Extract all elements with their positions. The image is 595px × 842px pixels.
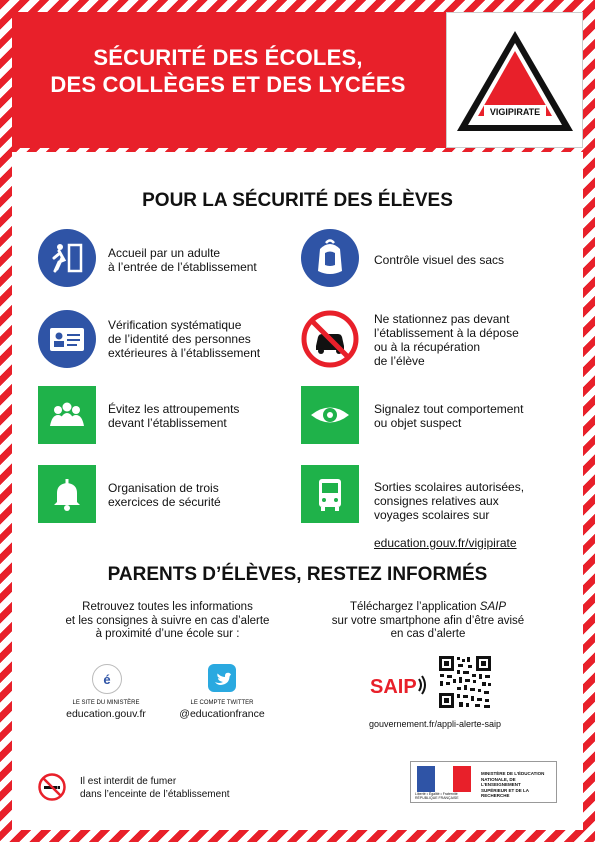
item-text-school-trips: Sorties scolaires autorisées, consignes relatives aux voyages scolaires sur education.gouv.fr/vigipirate: [374, 480, 525, 550]
bus-icon: [301, 465, 359, 523]
ministry-caption: LE SITE DU MINISTÈRE: [72, 700, 140, 706]
ministry-logo-block: [410, 761, 557, 803]
vigipirate-link[interactable]: education.gouv.fr/vigipirate: [374, 536, 517, 550]
saip-url[interactable]: gouvernement.fr/appli-alerte-saip: [368, 719, 502, 729]
twitter-caption: LE COMPTE TWITTER: [190, 700, 254, 706]
item-text-report-suspicious: Signalez tout comportement ou objet suspect: [374, 402, 524, 430]
parents-heading: PARENTS D’ÉLÈVES, RESTEZ INFORMÉS: [107, 564, 488, 585]
republic-flag: [417, 766, 471, 792]
vigipirate-logo: [446, 12, 583, 148]
item-text-bag-check: Contrôle visuel des sacs: [374, 253, 505, 267]
item-text-adult-welcome: Accueil par un adulte à l’entrée de l’établissement: [108, 246, 257, 274]
republic-text: Liberté • Égalité • Fraternité RÉPUBLIQUE FRANÇAISE: [415, 792, 459, 800]
ministry-name: MINISTÈRE DE L’ÉDUCATION NATIONALE, DE L’ENSEIGNEMENT SUPÉRIEUR ET DE LA RECHERCHE: [481, 771, 545, 798]
svg-text:é: é: [103, 672, 111, 687]
item-text-no-parking: Ne stationnez pas devant l’établissement à la dépose ou à la récupération de l’élève: [374, 312, 519, 368]
door-exit-icon: [38, 229, 96, 287]
vigipirate-logo-text: VIGIPIRATE: [489, 107, 541, 117]
saip-logo[interactable]: [368, 670, 430, 700]
id-card-icon: [38, 310, 96, 368]
item-text-safety-drills: Organisation de trois exercices de sécurité: [108, 481, 221, 509]
crowd-icon: [38, 386, 96, 444]
twitter-handle-link[interactable]: @educationfrance: [179, 708, 265, 720]
students-heading: POUR LA SÉCURITÉ DES ÉLÈVES: [142, 190, 453, 211]
parents-left-text: Retrouvez toutes les informations et les consignes à suivre en cas d’alerte à proximité d’une école sur :: [65, 601, 270, 640]
item-text-avoid-crowds: Évitez les attroupements devant l’établissement: [108, 402, 240, 430]
item-text-identity-check: Vérification systématique de l’identité des personnes extérieures à l’établissement: [108, 318, 261, 360]
twitter-icon[interactable]: [208, 664, 236, 692]
ministry-site-icon[interactable]: [92, 664, 122, 694]
no-smoking-icon: [38, 773, 66, 801]
bell-icon: [38, 465, 96, 523]
qr-code[interactable]: [438, 655, 492, 709]
backpack-icon: [301, 229, 359, 287]
svg-text:SAIP: SAIP: [370, 676, 417, 698]
parents-right-text: Téléchargez l’application SAIP sur votre smartphone afin d’être avisé en cas d’alerte: [331, 601, 525, 640]
no-smoking-text: Il est interdit de fumer dans l’enceinte de l’établissement: [80, 776, 230, 800]
page-title: SÉCURITÉ DES ÉCOLES, DES COLLÈGES ET DES LYCÉES: [50, 45, 406, 97]
no-parking-car-icon: [301, 310, 359, 368]
eye-icon: [301, 386, 359, 444]
ministry-site-link[interactable]: education.gouv.fr: [66, 708, 146, 720]
